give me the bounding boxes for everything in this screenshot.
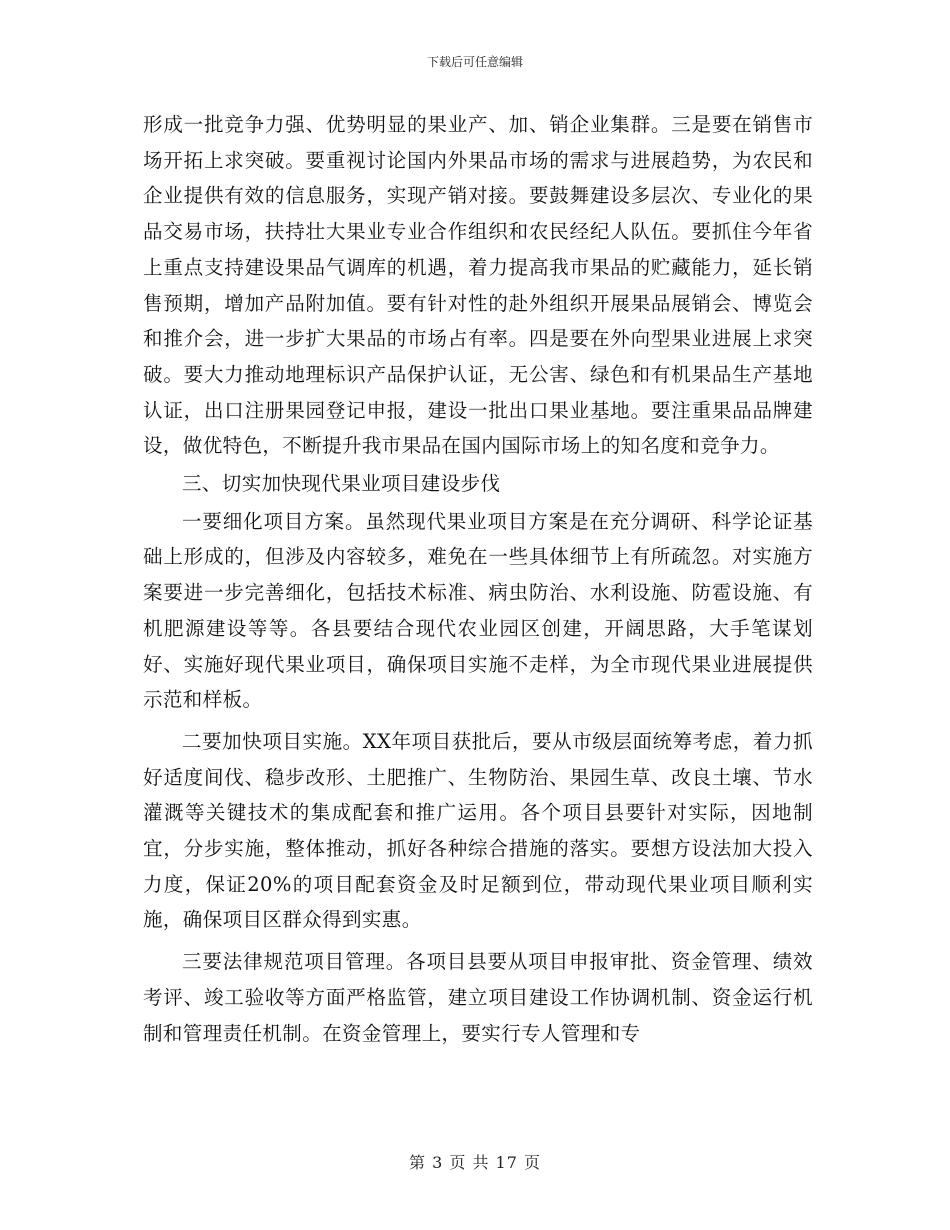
paragraph-speed-implementation: 二要加快项目实施。XX年项目获批后，要从市级层面统筹考虑，着力抓好适度间伐、稳步改形、土肥推广、生物防治、果园生草、改良土壤、节水灌溉等关键技术的集成配套和推广运用。各个项目县要针对实际，因地制宜，分步实施，整体推动，抓好各种综合措施的落实。要想方设法加大投入力度，保证20%的项目配套资金及时足额到位，带动现代果业项目顺利实施，确保项目区群众得到实惠。 xyxy=(143,729,813,932)
page-header: 下载后可任意编辑 xyxy=(426,55,523,69)
section-heading: 三、切实加快现代果业项目建设步伐 xyxy=(182,472,501,496)
document-body xyxy=(143,107,813,1051)
page-footer: 第 3 页 共 17 页 xyxy=(409,1153,541,1172)
paragraph-refine-plan: 一要细化项目方案。虽然现代果业项目方案是在充分调研、科学论证基础上形成的，但涉及内容较多，难免在一些具体细节上有所疏忽。对实施方案要进一步完善细化，包括技术标准、病虫防治、水利设施、防雹设施、有机肥源建设等等。各县要结合现代农业园区创建，开阔思路，大手笔谋划好、实施好现代果业项目，确保项目实施不走样，为全市现代果业进展提供示范和样板。 xyxy=(143,509,813,712)
paragraph-project-management: 三要法律规范项目管理。各项目县要从项目申报审批、资金管理、绩效考评、竣工验收等方面严格监管，建立项目建设工作协调机制、资金运行机制和管理责任机制。在资金管理上，要实行专人管理和专 xyxy=(143,950,813,1045)
paragraph-continuation: 形成一批竞争力强、优势明显的果业产、加、销企业集群。三是要在销售市场开拓上求突破。要重视讨论国内外果品市场的需求与进展趋势，为农民和企业提供有效的信息服务，实现产销对接。要鼓舞建设多层次、专业化的果品交易市场，扶持壮大果业专业合作组织和农民经纪人队伍。要抓住今年省上重点支持建设果品气调库的机遇，着力提高我市果品的贮藏能力，延长销售预期，增加产品附加值。要有针对性的赴外组织开展果品展销会、博览会和推介会，进一步扩大果品的市场占有率。四是要在外向型果业进展上求突破。要大力推动地理标识产品保护认证，无公害、绿色和有机果品生产基地认证，出口注册果园登记申报，建设一批出口果业基地。要注重果品品牌建设，做优特色，不断提升我市果品在国内国际市场上的知名度和竞争力。 xyxy=(143,113,813,458)
